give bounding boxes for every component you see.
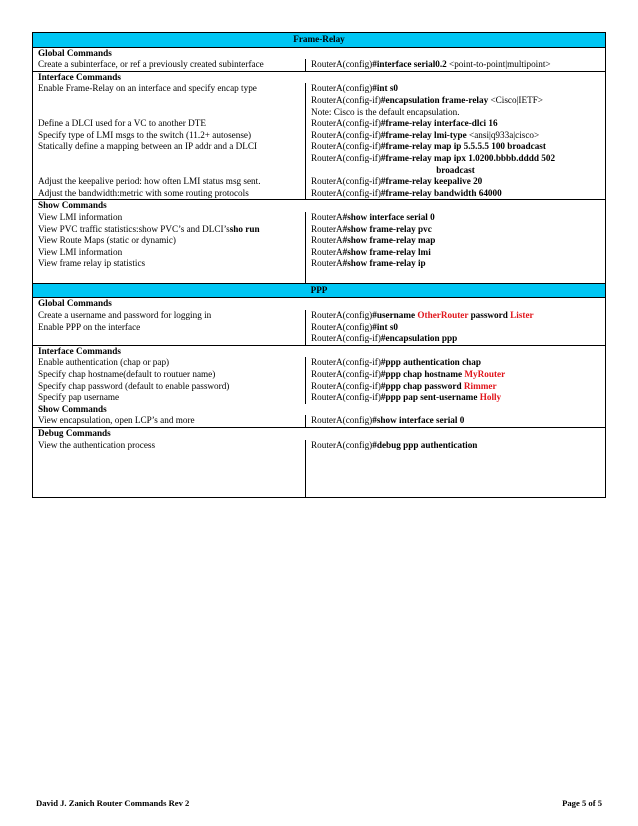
row-description: Create a subinterface, or ref a previously created subinterface bbox=[33, 59, 306, 71]
footer-page-number: Page 5 of 5 bbox=[562, 798, 602, 808]
table-row bbox=[33, 165, 606, 177]
table-row bbox=[33, 107, 606, 119]
table-row bbox=[33, 333, 606, 345]
row-command: RouterA(config-if)#frame-relay bandwidth 64000 bbox=[306, 188, 606, 200]
row-command: RouterA#show interface serial 0 bbox=[306, 212, 606, 224]
row-description: View frame relay ip statistics bbox=[33, 258, 306, 270]
row-description: View encapsulation, open LCP’s and more bbox=[33, 415, 306, 427]
fr-interface-header: Interface Commands bbox=[33, 71, 606, 83]
row-command: RouterA(config)#username OtherRouter password Lister bbox=[306, 310, 606, 322]
row-command: RouterA(config-if)#frame-relay map ipx 1.0200.bbbb.dddd 502 bbox=[306, 153, 606, 165]
row-command: RouterA(config-if)#ppp pap sent-username Holly bbox=[306, 392, 606, 404]
ppp-title: PPP bbox=[33, 283, 606, 298]
table-row bbox=[33, 212, 606, 224]
table-row bbox=[33, 310, 606, 322]
row-command: RouterA(config)#interface serial0.2 <point-to-point|multipoint> bbox=[306, 59, 606, 71]
table-row bbox=[33, 247, 606, 259]
row-command: broadcast bbox=[306, 165, 606, 177]
row-description: Specify type of LMI msgs to the switch (11.2+ autosense) bbox=[33, 130, 306, 142]
row-command: RouterA(config-if)#ppp authentication chap bbox=[306, 357, 606, 369]
command-reference-sheet bbox=[32, 32, 605, 498]
table-row bbox=[33, 95, 606, 107]
command-table bbox=[32, 32, 606, 498]
row-command: RouterA(config-if)#frame-relay map ip 5.5.5.5 100 broadcast bbox=[306, 141, 606, 153]
row-command: RouterA(config-if)#encapsulation ppp bbox=[306, 333, 606, 345]
spacer-row bbox=[33, 270, 606, 284]
row-description: Define a DLCI used for a VC to another DTE bbox=[33, 118, 306, 130]
row-command: RouterA(config-if)#frame-relay interface-dlci 16 bbox=[306, 118, 606, 130]
table-row bbox=[33, 357, 606, 369]
table-row bbox=[33, 153, 606, 165]
row-description: View Route Maps (static or dynamic) bbox=[33, 235, 306, 247]
row-description: View LMI information bbox=[33, 212, 306, 224]
frame-relay-banner bbox=[33, 33, 606, 48]
table-row bbox=[33, 415, 606, 427]
section-header bbox=[33, 200, 606, 212]
table-row bbox=[33, 176, 606, 188]
row-command: RouterA(config-if)#frame-relay lmi-type <ansi|q933a|cisco> bbox=[306, 130, 606, 142]
row-description: Specify pap username bbox=[33, 392, 306, 404]
row-command: RouterA#show frame-relay ip bbox=[306, 258, 606, 270]
table-row bbox=[33, 83, 606, 95]
row-command: RouterA#show frame-relay pvc bbox=[306, 224, 606, 236]
table-row bbox=[33, 130, 606, 142]
row-description: Create a username and password for logging in bbox=[33, 310, 306, 322]
row-command: RouterA(config)#int s0 bbox=[306, 322, 606, 334]
row-description: Adjust the bandwidth:metric with some routing protocols bbox=[33, 188, 306, 200]
row-description: Specify chap password (default to enable password) bbox=[33, 381, 306, 393]
row-command: RouterA(config-if)#encapsulation frame-relay <Cisco|IETF> bbox=[306, 95, 606, 107]
table-row bbox=[33, 392, 606, 404]
row-description: Enable PPP on the interface bbox=[33, 322, 306, 334]
table-row bbox=[33, 59, 606, 71]
table-row bbox=[33, 322, 606, 334]
row-command: RouterA(config-if)#ppp chap hostname MyRouter bbox=[306, 369, 606, 381]
row-command: RouterA(config-if)#frame-relay keepalive 20 bbox=[306, 176, 606, 188]
row-description: View LMI information bbox=[33, 247, 306, 259]
table-row bbox=[33, 235, 606, 247]
row-note: Note: Cisco is the default encapsulation. bbox=[306, 107, 606, 119]
row-command: RouterA(config-if)#ppp chap password Rimmer bbox=[306, 381, 606, 393]
row-description: Adjust the keepalive period: how often LMI status msg sent. bbox=[33, 176, 306, 188]
row-command: RouterA#show frame-relay lmi bbox=[306, 247, 606, 259]
row-command: RouterA(config)#show interface serial 0 bbox=[306, 415, 606, 427]
ppp-debug-header: Debug Commands bbox=[33, 428, 606, 440]
row-description: View PVC traffic statistics:show PVC’s and DLCI’ssho run bbox=[33, 224, 306, 236]
row-command: RouterA#show frame-relay map bbox=[306, 235, 606, 247]
fr-show-header: Show Commands bbox=[33, 200, 606, 212]
spacer-row bbox=[33, 451, 606, 498]
section-header bbox=[33, 71, 606, 83]
row-description: Specify chap hostname(default to routuer name) bbox=[33, 369, 306, 381]
frame-relay-title: Frame-Relay bbox=[33, 33, 606, 48]
row-description: Statically define a mapping between an IP addr and a DLCI bbox=[33, 141, 306, 153]
row-description: Enable Frame-Relay on an interface and specify encap type bbox=[33, 83, 306, 95]
ppp-show-header: Show Commands bbox=[33, 404, 606, 416]
table-row bbox=[33, 224, 606, 236]
ppp-interface-header: Interface Commands bbox=[33, 345, 606, 357]
ppp-banner bbox=[33, 283, 606, 298]
fr-global-header: Global Commands bbox=[33, 47, 606, 59]
row-description: Enable authentication (chap or pap) bbox=[33, 357, 306, 369]
row-description: View the authentication process bbox=[33, 440, 306, 452]
section-header bbox=[33, 404, 606, 416]
section-header bbox=[33, 298, 606, 310]
table-row bbox=[33, 369, 606, 381]
table-row bbox=[33, 141, 606, 153]
ppp-global-header: Global Commands bbox=[33, 298, 606, 310]
section-header bbox=[33, 345, 606, 357]
table-row bbox=[33, 118, 606, 130]
section-header bbox=[33, 47, 606, 59]
footer-author: David J. Zanich Router Commands Rev 2 bbox=[36, 798, 190, 808]
table-row bbox=[33, 440, 606, 452]
table-row bbox=[33, 258, 606, 270]
table-row bbox=[33, 188, 606, 200]
table-row bbox=[33, 381, 606, 393]
section-header bbox=[33, 428, 606, 440]
row-command: RouterA(config)#int s0 bbox=[306, 83, 606, 95]
row-command: RouterA(config)#debug ppp authentication bbox=[306, 440, 606, 452]
